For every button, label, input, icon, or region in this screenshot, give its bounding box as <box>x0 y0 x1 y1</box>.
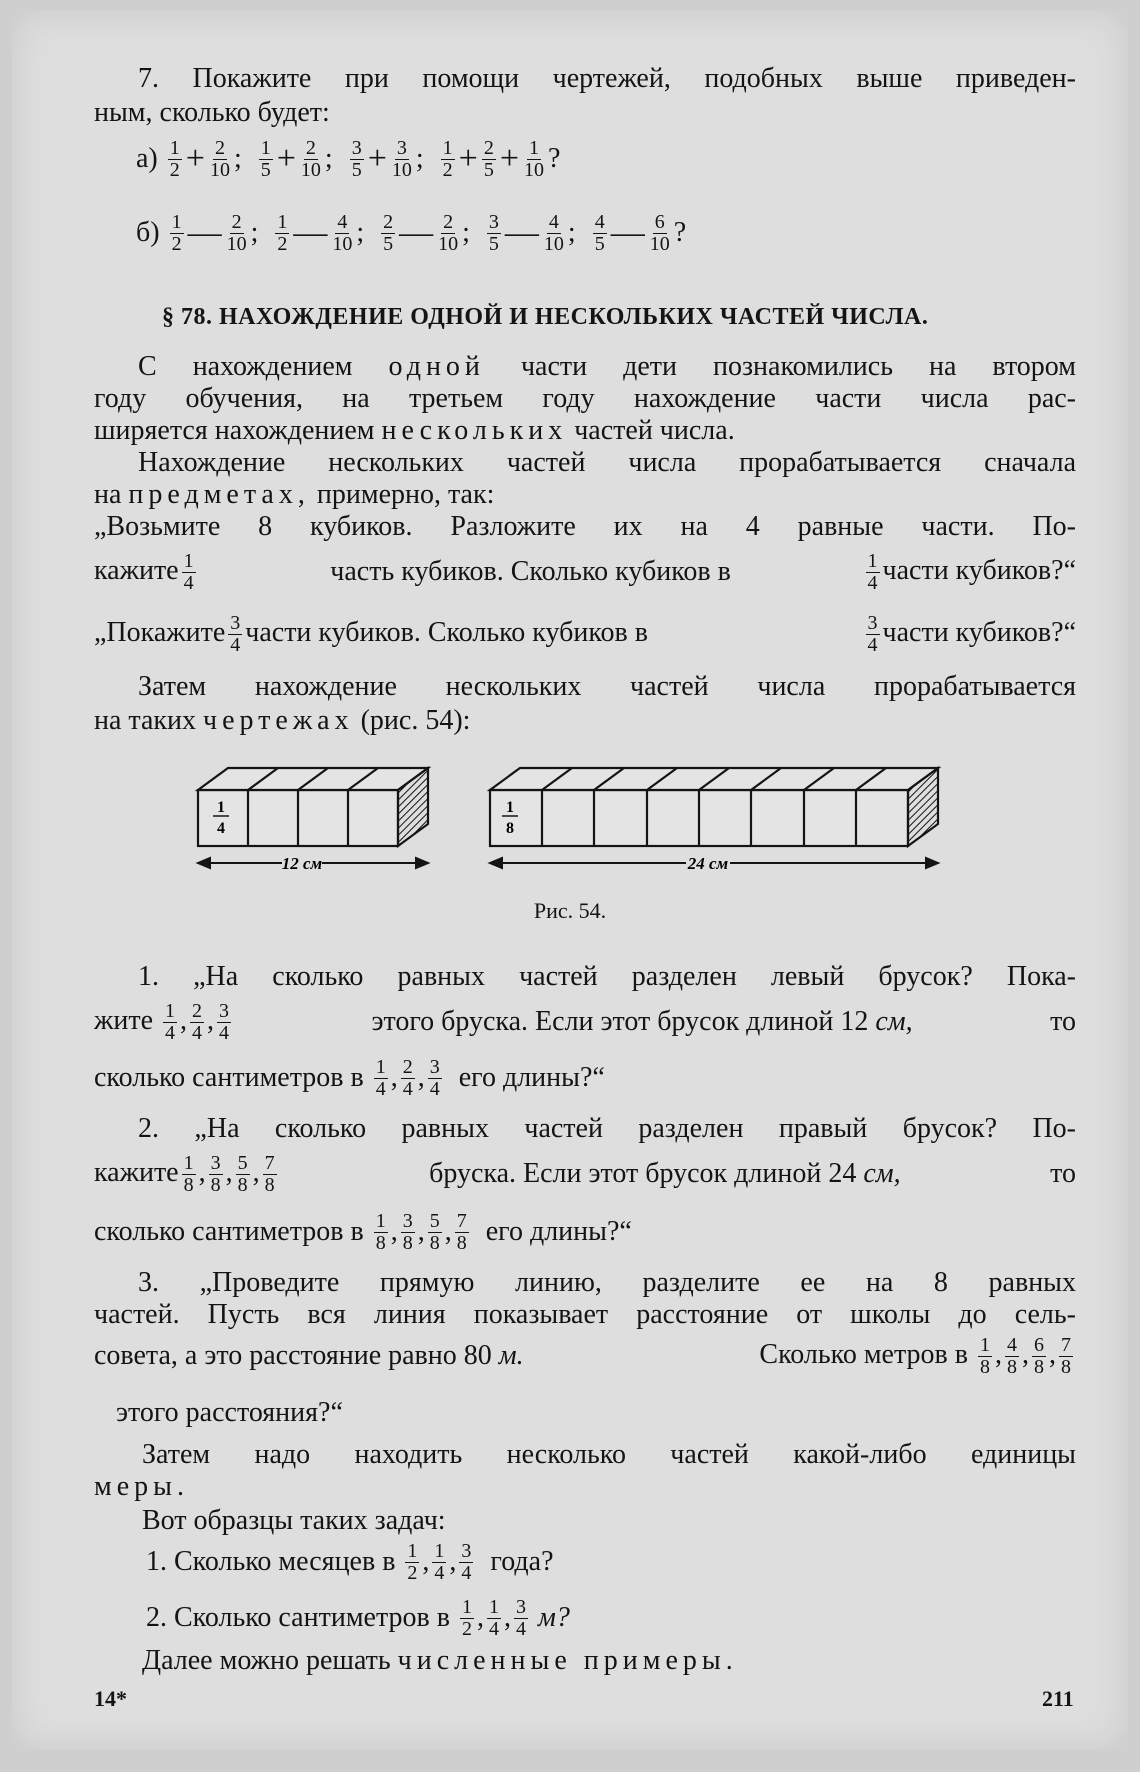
separator: ; <box>233 143 242 174</box>
question-mark: ? <box>548 143 561 174</box>
plus-sign: + <box>276 140 296 177</box>
row-label-b: б) <box>136 217 160 248</box>
q3-line3: совета, а это расстояние равно 80 м. Сколько метров в $\frac{1}{8}$ , $\frac{4}{8}$ , $\frac{6}{8}$ , $\frac{7}{8}$ <box>94 1333 1071 1378</box>
left-bar-label-num: 1 <box>217 799 225 816</box>
fraction-1-4: $\frac{1}{4}$ <box>183 549 194 594</box>
minus-sign: — <box>504 214 539 251</box>
separator: ; <box>567 217 576 248</box>
separator: ; <box>462 217 470 248</box>
fraction-1-10: $\frac{1}{10}$ <box>524 136 545 181</box>
fraction-3-4: $\frac{3}{4}$ <box>867 611 878 656</box>
para1-line1: С нахождением одной части дети познакомились на втором <box>138 351 1076 382</box>
fraction-4-10: $\frac{4}{10}$ <box>332 210 353 255</box>
plus-sign: + <box>367 140 387 177</box>
figure-caption: Рис. 54. <box>533 898 607 923</box>
fraction-3-5: $\frac{3}{5}$ <box>351 136 362 181</box>
minus-sign: — <box>293 214 328 251</box>
q2-line3: сколько сантиметров в $\frac{1}{8}$ , $\frac{3}{8}$ , $\frac{5}{8}$ , $\frac{7}{8}$ его длины?“ <box>94 1209 632 1254</box>
right-bar-label-den: 8 <box>506 820 514 837</box>
figure-54 <box>190 760 990 880</box>
para2-line1: Нахождение нескольких частей числа прорабатывается сначала <box>138 447 1076 478</box>
para3-line1: Затем нахождение нескольких частей числа прорабатывается <box>138 671 1076 702</box>
ex7-row-a <box>136 132 1118 186</box>
book-page <box>12 10 1128 1750</box>
minus-sign: — <box>187 214 222 251</box>
left-bar <box>198 768 428 846</box>
separator: ; <box>415 143 424 174</box>
fraction-4-10: $\frac{4}{10}$ <box>543 210 564 255</box>
fraction-1-2: $\frac{1}{2}$ <box>442 136 453 181</box>
fraction-2-5: $\frac{2}{5}$ <box>483 136 494 181</box>
q3-line1: 3. „Проведите прямую линию, разделите ее на 8 равных <box>138 1267 1076 1298</box>
minus-sign: — <box>399 214 434 251</box>
page-number: 211 <box>1042 1686 1074 1711</box>
para4-line2: меры. <box>94 1471 189 1502</box>
q1-line3: сколько сантиметров в $\frac{1}{4}$ , $\frac{2}{4}$ , $\frac{3}{4}$ его длины?“ <box>94 1055 605 1100</box>
quote1-line3: „Покажите $\frac{3}{4}$ части кубиков. Сколько кубиков в $\frac{3}{4}$ части кубиков?“ <box>94 611 1076 656</box>
section-heading: § 78. НАХОЖДЕНИЕ ОДНОЙ И НЕСКОЛЬКИХ ЧАСТЕЙ ЧИСЛА. <box>162 304 929 330</box>
fraction-1-2: $\frac{1}{2}$ <box>171 210 182 255</box>
ex7-row-b <box>136 206 1118 260</box>
fraction-1-2: $\frac{1}{2}$ <box>277 210 288 255</box>
q2-line1: 2. „На сколько равных частей разделен правый брусок? По- <box>138 1113 1076 1144</box>
separator: ; <box>324 143 333 174</box>
fraction-4-5: $\frac{4}{5}$ <box>594 210 605 255</box>
q1-line2: жите $\frac{1}{4}$ , $\frac{2}{4}$ , $\frac{3}{4}$ этого бруска. Если этот брусок длиной 12 см, то <box>94 999 1076 1044</box>
para1-line2: году обучения, на третьем году нахождение части числа рас- <box>94 383 1076 414</box>
quote1-line2: кажите $\frac{1}{4}$ часть кубиков. Сколько кубиков в $\frac{1}{4}$ части кубиков?“ <box>94 549 1076 594</box>
printer-signature: 14* <box>94 1686 127 1711</box>
para4-line1: Затем надо находить несколько частей какой-либо единицы <box>142 1439 1076 1470</box>
quote1-line1: „Возьмите 8 кубиков. Разложите их на 4 равные части. По- <box>94 511 1076 542</box>
fraction-2-10: $\frac{2}{10}$ <box>209 136 230 181</box>
separator: ; <box>250 217 259 248</box>
right-length-label: 24 см <box>687 854 729 873</box>
fraction-3-5: $\frac{3}{5}$ <box>488 210 499 255</box>
task-2: 2. Сколько сантиметров в $\frac{1}{2}$ , $\frac{1}{4}$ , $\frac{3}{4}$ м? <box>146 1595 570 1640</box>
plus-sign: + <box>185 140 205 177</box>
q3-line2: частей. Пусть вся линия показывает расстояние от школы до сель- <box>94 1299 1076 1330</box>
fraction-3-10: $\frac{3}{10}$ <box>391 136 412 181</box>
right-bar-label-num: 1 <box>506 799 514 816</box>
para2-line2: на предметах, примерно, так: <box>94 479 495 510</box>
row-label-a: а) <box>136 143 158 174</box>
para5-line1: Вот образцы таких задач: <box>142 1505 446 1536</box>
para6-line1: Далее можно решать численные примеры. <box>142 1645 738 1676</box>
fraction-6-10: $\frac{6}{10}$ <box>649 210 670 255</box>
fraction-2-10: $\frac{2}{10}$ <box>300 136 321 181</box>
fraction-2-10: $\frac{2}{10}$ <box>226 210 247 255</box>
plus-sign: + <box>458 140 478 177</box>
fraction-1-2: $\frac{1}{2}$ <box>169 136 180 181</box>
fraction-2-10: $\frac{2}{10}$ <box>438 210 459 255</box>
question-mark: ? <box>673 217 687 248</box>
fraction-2-5: $\frac{2}{5}$ <box>383 210 394 255</box>
separator: ; <box>356 217 365 248</box>
right-bar <box>490 768 938 846</box>
left-bar-label-den: 4 <box>217 820 225 837</box>
fraction-1-4: $\frac{1}{4}$ <box>867 549 878 594</box>
q1-line1: 1. „На сколько равных частей разделен левый брусок? Пока- <box>138 961 1076 992</box>
task-1: 1. Сколько месяцев в $\frac{1}{2}$ , $\frac{1}{4}$ , $\frac{3}{4}$ года? <box>146 1539 554 1584</box>
plus-sign: + <box>499 140 520 177</box>
minus-sign: — <box>610 214 645 251</box>
q3-line4: этого расстояния?“ <box>116 1397 343 1428</box>
fraction-1-5: $\frac{1}{5}$ <box>260 136 271 181</box>
para3-line2: на таких чертежах (рис. 54): <box>94 705 471 736</box>
para1-line3: ширяется нахождением нескольких частей числа. <box>94 415 735 446</box>
ex7-line1: 7. Покажите при помощи чертежей, подобных выше приведен- <box>138 63 1076 94</box>
left-length-label: 12 см <box>281 854 323 873</box>
fraction-3-4: $\frac{3}{4}$ <box>230 611 241 656</box>
ex7-line2: ным, сколько будет: <box>94 97 330 128</box>
q2-line2: кажите $\frac{1}{8}$ , $\frac{3}{8}$ , $\frac{5}{8}$ , $\frac{7}{8}$ бруска. Если этот брусок длиной 24 см, то <box>94 1151 1076 1196</box>
